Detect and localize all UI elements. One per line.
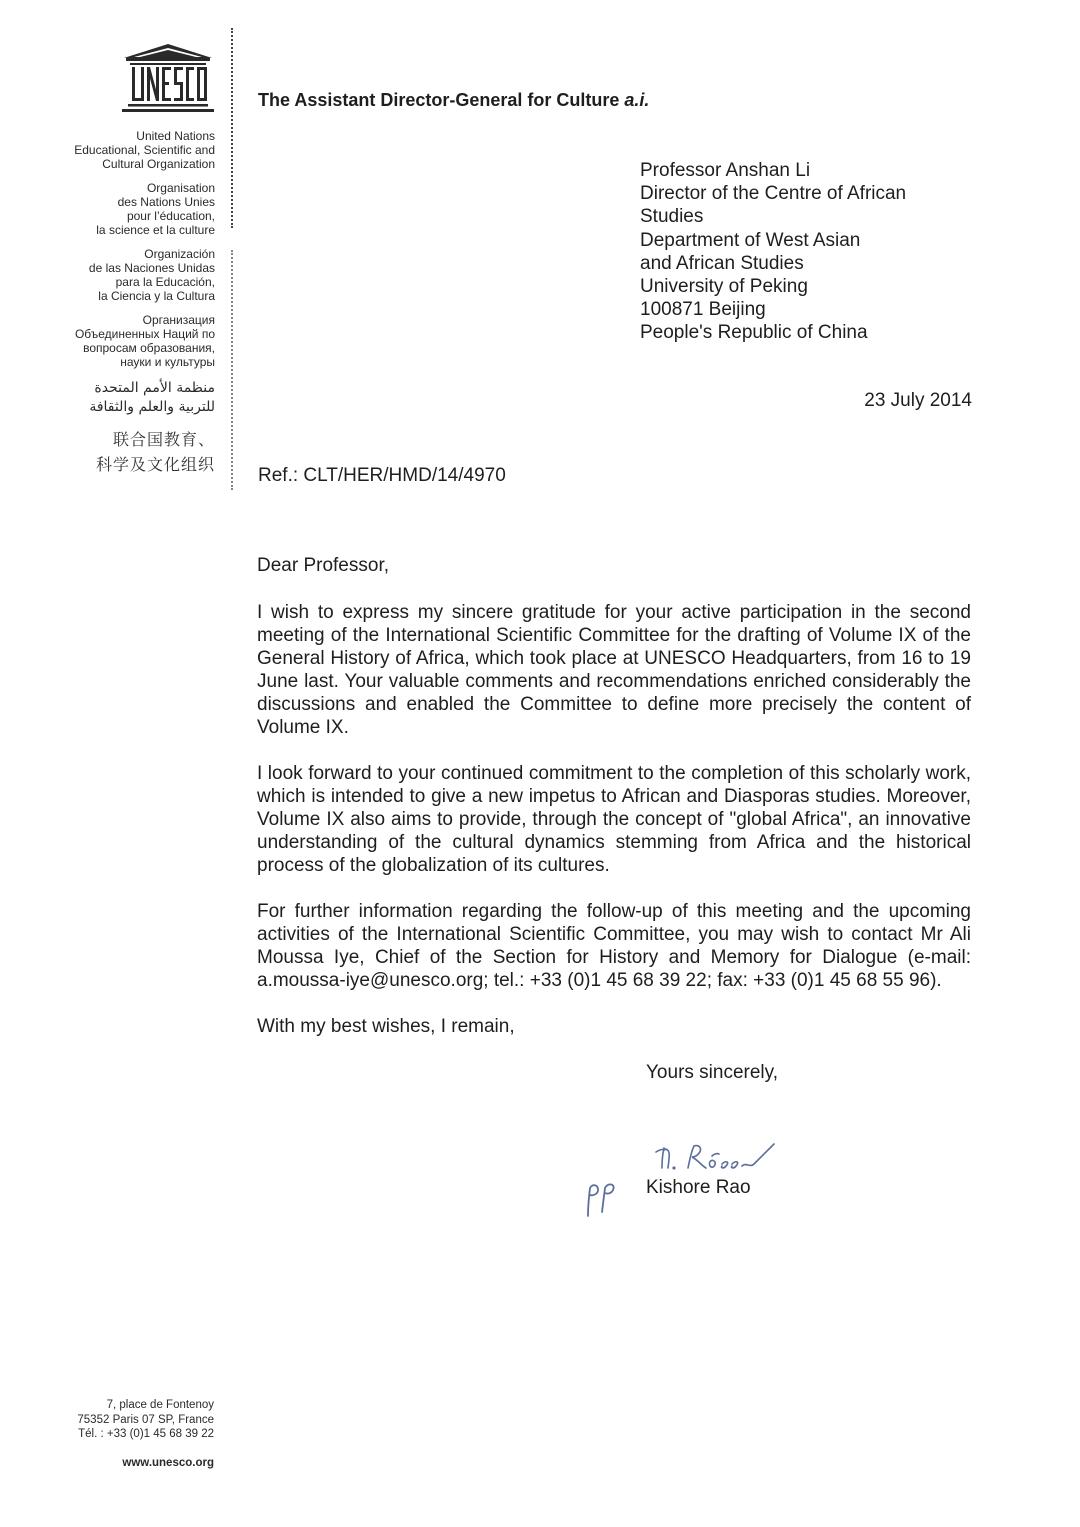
letter-reference: Ref.: CLT/HER/HMD/14/4970: [258, 465, 506, 486]
recipient-line: Director of the Centre of African: [640, 183, 907, 205]
org-name-chinese: 联合国教育、 科学及文化组织: [95, 430, 215, 474]
recipient-line: Professor Anshan Li: [640, 160, 811, 181]
separator-dotted-line-lower: [231, 250, 233, 490]
footer-address-line: 75352 Paris 07 SP, France: [77, 1413, 214, 1426]
recipient-line: 100871 Beijing: [640, 299, 766, 321]
footer-address-line: Tél. : +33 (0)1 45 68 39 22: [78, 1428, 214, 1440]
org-name-french: Organisation des Nations Unies pour l’éducation, la science et la culture: [96, 181, 215, 237]
separator-dotted-line: [231, 28, 233, 228]
footer-website: www.unesco.org: [122, 1457, 214, 1469]
recipient-line: University of Peking: [640, 276, 808, 298]
handwritten-signature: [650, 1138, 800, 1178]
logo-text: UNESCO: [168, 121, 173, 122]
signatory-name: Kishore Rao: [646, 1177, 751, 1198]
footer-address: [14, 1398, 214, 1442]
recipient-line: Studies: [640, 206, 704, 228]
organization-names: [45, 129, 215, 487]
org-name-spanish: Organización de las Naciones Unidas para la Educación, la Ciencia y la Cultura: [88, 247, 215, 303]
recipient-line: and African Studies: [640, 252, 804, 274]
org-name-russian: Организация Объединенных Наций по вопросам образования, науки и культуры: [74, 313, 215, 369]
recipient-address: [640, 159, 980, 345]
body-paragraph: For further information regarding the follow-up of this meeting and the upcoming activities of the International Scientific Committee, you may wish to contact Mr Ali Moussa Iye, Chief of the Section for History and Memory for Dialogue (e-mail: a.moussa-iye@unesco.org; tel.: +33 (0)1 45 68 39 22; fax: +33 (0)1 45 68 55 96).: [257, 901, 971, 991]
sender-title-suffix: a.i.: [624, 90, 650, 110]
org-name-arabic: منظمة الأمم المتحدة للتربية والعلم والثقافة: [89, 380, 215, 415]
per-procurationem-initials: [578, 1176, 623, 1221]
org-name-english: United Nations Educational, Scientific and Cultural Organization: [74, 129, 215, 171]
letter-body: [257, 601, 971, 1061]
body-paragraph: With my best wishes, I remain,: [257, 1016, 515, 1037]
sender-title: [258, 90, 649, 111]
unesco-logo: [120, 42, 216, 122]
sender-title-text: The Assistant Director-General for Culture: [258, 90, 620, 110]
salutation: Dear Professor,: [257, 555, 389, 576]
letter-date: 23 July 2014: [864, 390, 972, 411]
recipient-line: Department of West Asian: [640, 229, 861, 251]
recipient-line: People's Republic of China: [640, 322, 868, 344]
footer-address-line: 7, place de Fontenoy: [106, 1399, 214, 1411]
body-paragraph: I wish to express my sincere gratitude for your active participation in the second meeting of the International Scientific Committee for the drafting of Volume IX of the General History of Africa, which took place at UNESCO Headquarters, from 16 to 19 June last. Your valuable comments and recommendations enriched considerably the discussions and enabled the Committee to define more precisely the content of Volume IX.: [257, 602, 971, 738]
closing: Yours sincerely,: [646, 1062, 779, 1083]
body-paragraph: I look forward to your continued commitment to the completion of this scholarly work, which is intended to give a new impetus to African and Diasporas studies. Moreover, Volume IX also aims to provide, through the concept of "global Africa", an innovative understanding of the cultural dynamics stemming from Africa and the historical process of the globalization of its cultures.: [257, 763, 971, 876]
